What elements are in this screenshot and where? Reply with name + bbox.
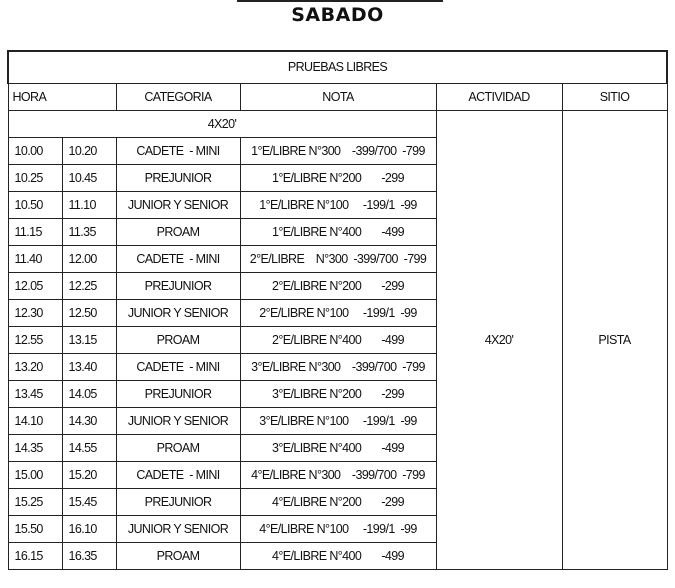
sitio-cell: PISTA [562, 111, 667, 570]
category-cell: PREJUNIOR [116, 165, 240, 192]
end-time-cell: 12.00 [62, 246, 116, 273]
category-cell: PROAM [116, 327, 240, 354]
top-rule [237, 0, 443, 2]
category-cell: PROAM [116, 543, 240, 570]
category-cell: CADETE - MINI [116, 138, 240, 165]
category-cell: PREJUNIOR [116, 381, 240, 408]
start-time-cell: 10.50 [8, 192, 62, 219]
note-cell: 1°E/LIBRE N°100 -199/1 -99 [240, 192, 436, 219]
start-time-cell: 15.00 [8, 462, 62, 489]
note-cell: 4°E/LIBRE N°200 -299 [240, 489, 436, 516]
end-time-cell: 12.25 [62, 273, 116, 300]
block-label-row [8, 111, 667, 138]
note-cell: 4°E/LIBRE N°100 -199/1 -99 [240, 516, 436, 543]
category-cell: PROAM [116, 435, 240, 462]
start-time-cell: 11.15 [8, 219, 62, 246]
category-cell: CADETE - MINI [116, 462, 240, 489]
note-cell: 2°E/LIBRE N°300 -399/700 -799 [240, 246, 436, 273]
schedule-body [8, 51, 667, 570]
note-cell: 2°E/LIBRE N°200 -299 [240, 273, 436, 300]
note-cell: 1°E/LIBRE N°300 -399/700 -799 [240, 138, 436, 165]
end-time-cell: 13.40 [62, 354, 116, 381]
start-time-cell: 12.05 [8, 273, 62, 300]
end-time-cell: 14.30 [62, 408, 116, 435]
actividad-cell: 4X20' [436, 111, 562, 570]
start-time-cell: 15.50 [8, 516, 62, 543]
end-time-cell: 13.15 [62, 327, 116, 354]
column-header-actividad: ACTIVIDAD [436, 84, 562, 111]
note-cell: 1°E/LIBRE N°400 -499 [240, 219, 436, 246]
end-time-cell: 12.50 [62, 300, 116, 327]
start-time-cell: 10.00 [8, 138, 62, 165]
category-cell: PREJUNIOR [116, 273, 240, 300]
start-time-cell: 13.45 [8, 381, 62, 408]
end-time-cell: 15.20 [62, 462, 116, 489]
end-time-cell: 15.45 [62, 489, 116, 516]
start-time-cell: 13.20 [8, 354, 62, 381]
end-time-cell: 11.10 [62, 192, 116, 219]
start-time-cell: 14.10 [8, 408, 62, 435]
note-cell: 3°E/LIBRE N°300 -399/700 -799 [240, 354, 436, 381]
category-cell: JUNIOR Y SENIOR [116, 300, 240, 327]
start-time-cell: 10.25 [8, 165, 62, 192]
category-cell: JUNIOR Y SENIOR [116, 408, 240, 435]
block-label: 4X20' [8, 111, 436, 138]
category-cell: PREJUNIOR [116, 489, 240, 516]
note-cell: 2°E/LIBRE N°400 -499 [240, 327, 436, 354]
note-cell: 3°E/LIBRE N°200 -299 [240, 381, 436, 408]
start-time-cell: 15.25 [8, 489, 62, 516]
end-time-cell: 16.35 [62, 543, 116, 570]
page-title: SABADO [291, 4, 384, 26]
category-cell: CADETE - MINI [116, 354, 240, 381]
end-time-cell: 10.45 [62, 165, 116, 192]
section-title-row [8, 51, 667, 84]
end-time-cell: 11.35 [62, 219, 116, 246]
schedule-table [7, 50, 668, 570]
start-time-cell: 14.35 [8, 435, 62, 462]
start-time-cell: 11.40 [8, 246, 62, 273]
section-title: PRUEBAS LIBRES [8, 51, 667, 84]
start-time-cell: 12.30 [8, 300, 62, 327]
end-time-cell: 16.10 [62, 516, 116, 543]
end-time-cell: 10.20 [62, 138, 116, 165]
note-cell: 1°E/LIBRE N°200 -299 [240, 165, 436, 192]
note-cell: 4°E/LIBRE N°300 -399/700 -799 [240, 462, 436, 489]
category-cell: PROAM [116, 219, 240, 246]
column-header-categoria: CATEGORIA [116, 84, 240, 111]
end-time-cell: 14.55 [62, 435, 116, 462]
note-cell: 2°E/LIBRE N°100 -199/1 -99 [240, 300, 436, 327]
column-header-hora: HORA [8, 84, 116, 111]
category-cell: JUNIOR Y SENIOR [116, 192, 240, 219]
start-time-cell: 12.55 [8, 327, 62, 354]
column-header-sitio: SITIO [562, 84, 667, 111]
header-row [8, 84, 667, 111]
note-cell: 3°E/LIBRE N°100 -199/1 -99 [240, 408, 436, 435]
column-header-nota: NOTA [240, 84, 436, 111]
start-time-cell: 16.15 [8, 543, 62, 570]
category-cell: CADETE - MINI [116, 246, 240, 273]
note-cell: 4°E/LIBRE N°400 -499 [240, 543, 436, 570]
end-time-cell: 14.05 [62, 381, 116, 408]
note-cell: 3°E/LIBRE N°400 -499 [240, 435, 436, 462]
category-cell: JUNIOR Y SENIOR [116, 516, 240, 543]
